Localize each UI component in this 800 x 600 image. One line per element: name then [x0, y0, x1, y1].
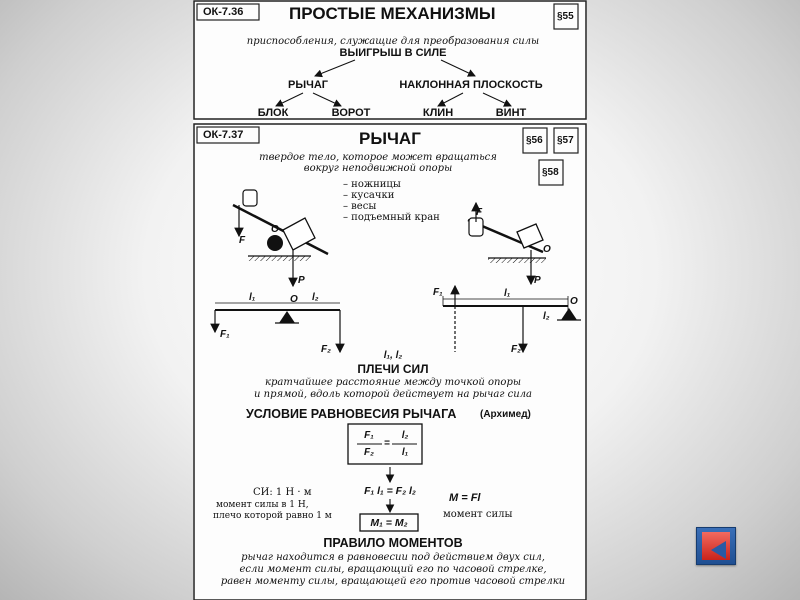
right-beam-schematic	[443, 286, 581, 352]
equilibrium-title: УСЛОВИЕ РАВНОВЕСИЯ РЫЧАГА	[246, 407, 457, 421]
sheet1-title: ПРОСТЫЕ МЕХАНИЗМЫ	[289, 4, 496, 23]
ratio-l1: l₁	[401, 447, 409, 458]
label-l2: l₂	[312, 292, 319, 303]
sheet1-definition: приспособления, служащие для преобразования силы	[246, 36, 540, 47]
label-l1: l₁	[504, 288, 511, 299]
rule-line-1: рычаг находится в равновесии под действием двух сил,	[241, 552, 545, 563]
ratio-F1: F₁	[364, 430, 374, 441]
textbook-page	[193, 0, 587, 600]
label-F2: F₂	[321, 344, 331, 355]
label-P: P	[534, 275, 541, 286]
ratio-equals: =	[384, 438, 390, 449]
section-56: §56	[526, 135, 543, 146]
branch-lever: РЫЧАГ	[287, 79, 329, 91]
ratio-l2: l₂	[401, 430, 409, 441]
si-line-3: плечо которой равно 1 м	[213, 511, 332, 521]
label-O: O	[271, 224, 279, 235]
section-57: §57	[557, 135, 574, 146]
label-l1: l₁	[249, 292, 256, 303]
rule-title: ПРАВИЛО МОМЕНТОВ	[323, 536, 463, 550]
moment-formula: M = Fl	[449, 492, 481, 504]
leaf-windlass: ВОРОТ	[331, 107, 371, 119]
example-item: – весы	[343, 201, 377, 212]
product-equation: F₁ l₁ = F₂ l₂	[364, 485, 416, 497]
branch-inclined-plane: НАКЛОННАЯ ПЛОСКОСТЬ	[399, 79, 543, 91]
back-button[interactable]	[696, 527, 736, 565]
ratio-F2: F₂	[364, 447, 374, 458]
example-item: – кусачки	[343, 190, 395, 201]
label-F: F	[239, 235, 246, 246]
label-F1: F₁	[433, 287, 443, 298]
si-unit: СИ: 1 Н · м	[253, 487, 312, 498]
leaf-wedge: КЛИН	[422, 107, 454, 119]
sheet1-code: ОК-7.36	[203, 6, 244, 18]
left-lever-picture	[233, 190, 328, 286]
arms-symbols: l₁, l₂	[383, 350, 403, 361]
rule-line-3: равен моменту силы, вращающей его против часовой стрелки	[220, 576, 566, 587]
moment-equation: M₁ = M₂	[370, 517, 408, 529]
si-line-2: момент силы в 1 Н,	[216, 500, 309, 510]
rule-line-2: если момент силы, вращающий его по часовой стрелке,	[239, 564, 547, 575]
section-55: §55	[557, 11, 574, 22]
section-58: §58	[542, 167, 559, 178]
back-arrow-icon	[702, 532, 730, 560]
sheet2-code: ОК-7.37	[203, 129, 244, 141]
label-F2: F₂	[511, 344, 521, 355]
lever-definition-2: вокруг неподвижной опоры	[303, 163, 453, 174]
label-P: P	[298, 275, 305, 286]
arms-definition-2: и прямой, вдоль которой действует на рычаг сила	[254, 389, 532, 400]
label-F1: F₁	[220, 329, 230, 340]
leaf-screw: ВИНТ	[495, 107, 527, 119]
label-O: O	[290, 294, 298, 305]
sheet1-emphasis: ВЫИГРЫШ В СИЛЕ	[339, 47, 447, 59]
label-F: F	[476, 207, 483, 218]
label-O: O	[543, 244, 551, 255]
sheet2-title: РЫЧАГ	[359, 129, 421, 148]
equilibrium-author: (Архимед)	[480, 409, 531, 420]
example-item: – подъемный кран	[343, 212, 440, 223]
lever-definition-1: твердое тело, которое может вращаться	[259, 152, 497, 163]
arms-definition-1: кратчайшее расстояние между точкой опоры	[265, 377, 521, 388]
example-item: – ножницы	[343, 179, 401, 190]
moment-label: момент силы	[443, 509, 513, 520]
label-O: O	[570, 296, 578, 307]
leaf-block: БЛОК	[257, 107, 289, 119]
label-l2: l₂	[543, 311, 550, 322]
arms-title: ПЛЕЧИ СИЛ	[357, 362, 429, 376]
